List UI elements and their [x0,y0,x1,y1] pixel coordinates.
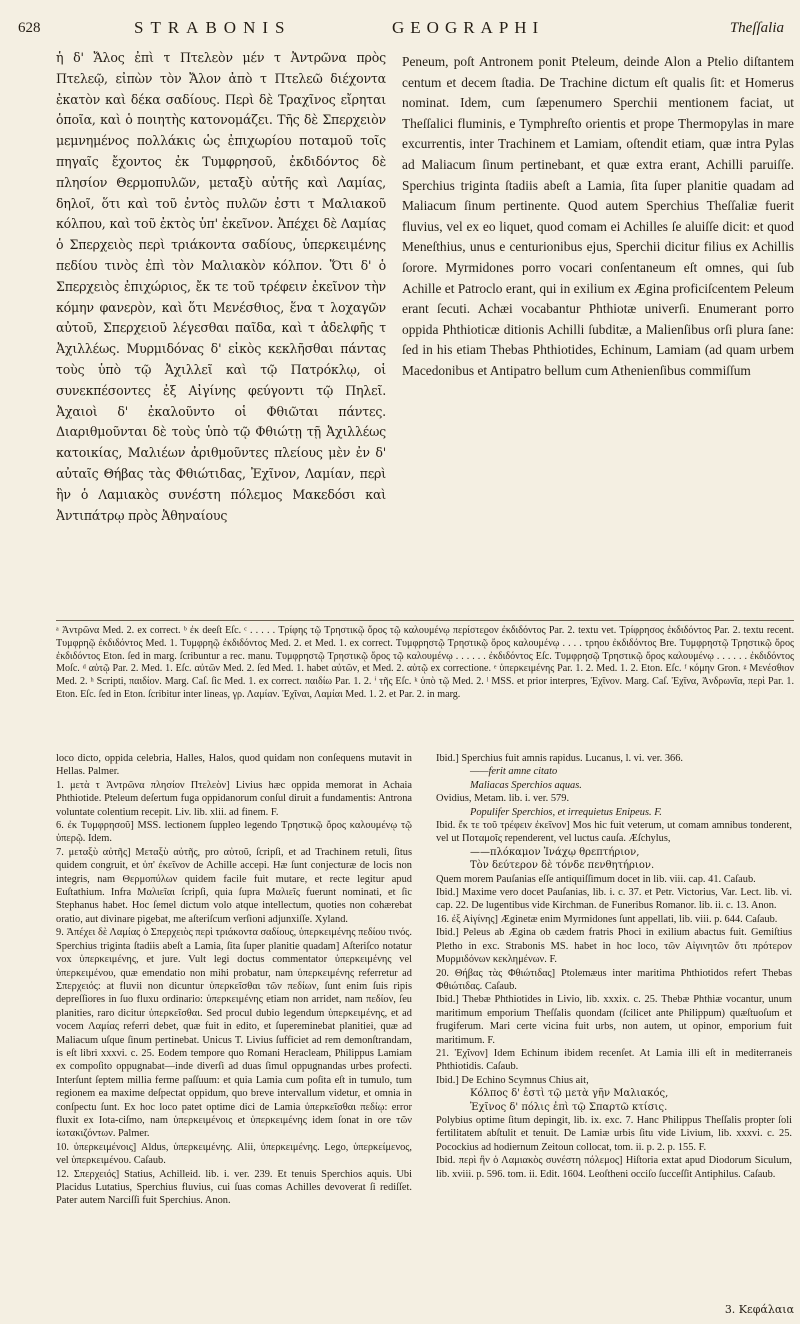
page-number: 628 [18,20,41,36]
commentary-note: 16. ἐξ Αἰγίνης] Æginetæ enim Myrmidones ſunt appellati, lib. viii. p. 644. Caſaub. [436,913,778,925]
quotation-line: Maliacas Sperchios aquas. [470,779,582,791]
commentary-note: loco dicto, oppida celebria, Halles, Halos, quod quidam non conſequens mutavit in Hellas. Palmer. [56,753,412,778]
commentary-note: 6. ἐκ Τυμφρησοῦ] MSS. lectionem ſuppleo legendo Τρηστικῷ ὄρος καλουμένῳ τῷ ὑπερῷ. Idem. [56,820,412,845]
commentary-right-column [436,752,792,1312]
greek-paragraph: ἡ δ' Ἄλος ἐπὶ τ Πτελεὸν μέν τ Ἀντρῶνα πρὸς Πτελεῷ, εἰπὼν τὸν Ἄλον ἀπὸ τ Πτελεῶ διέχοντα ἐκατὸν καὶ δέκα σαδίους. Περὶ δὲ Τραχῖνος εἴρηται ὁποῖα, καὶ ὁ ποιητὴς κατονομάζει. Τῆς δὲ Σπερχειὸν μεμνημένος πολλάκις ὡς ἐπιχωρίου ποταμοῦ τοῖς πηγαῖς ἔχοντος ἐκ Τυμφρησοῦ, ἐκδιδόντος δὲ πλησίον Θερμοπυλῶν, μεταξὺ αὐτῆς καὶ Λαμίας, δηλοῖ, ὅτι καὶ τοῦ ἐντὸς πυλῶν ἐστι τ Μαλιακοῦ κόλπου, καὶ τοῦ ἐκτὸς ὑπ' ἐκεῖνον. Ἀπέχει δὲ Λαμίας ὁ Σπερχειὸς περὶ τριάκοντα σαδίους, ὑπερκειμένης πεδίου τινὸς ἐπὶ τὸν Μαλιακὸν κόλπον. Ὅτι δ' ὁ Σπερχειὸς ἐπιχώριος, ἔκ τε τοῦ τρέφειν ἐκεῖνον τὴν κόμην φανερὸν, καὶ ὅτι Μενέσθιος, ἕνα τ λοχαγῶν αὐτοῦ, Σπερχειοῦ λέγεσθαι παῖδα, καὶ τ ἀδελφῆς τ Ἀχιλλέως. Μυρμιδόνας δ' εἰκὸς κεκλῆσθαι πάντας τοὺς ὑπὸ τῷ Ἀχιλλεῖ καὶ τῷ Πατρόκλῳ, οἱ συνεκπέσοντες ἐξ Αἰγίνης φεύγοντι τῷ Πηλεῖ. Ἀχαιοὶ δ' ἐκαλοῦντο οἱ Φθιῶται πάντες. Διαριθμοῦνται δὲ τοὺς ὑπὸ τῷ Φθιώτῃ τῇ Ἀχιλλέως κατοικίας, Μαλιέων ἀριθμοῦντες πλείους μὲν ἐν δ' αὐταῖς Θήβας τὰς Φθιώτιδας, Ἐχῖνον, Λαμίαν, περὶ ἣν ὁ Λαμιακὸς συνέστη πόλεμος Μακεδόσι καὶ Ἀντιπάτρῳ πρὸς Ἀθηναίους [56,50,386,523]
latin-translation-column [402,52,794,632]
commentary-note: Ibid. περὶ ἣν ὁ Λαμιακὸς συνέστη πόλεμος] Hiſtoria extat apud Diodorum Siculum, lib. xviii. p. 596. tom. ii. Edit. 1604. Leoſtheni occiſo ſucceſſit Antiphilus. Caſaub. [436,1155,792,1180]
running-title-right: GEOGRAPHI [392,18,545,37]
quotation-line: ——πλόκαμον Ἰνάχῳ θρεπτήριον, [470,846,640,858]
commentary-note: 7. μεταξὺ αὐτῆς] Μεταξὺ αὐτῆς, pro αὐτοῦ, ſcripſi, et ad Trachinem retuli, ſitus quidem congruit, et ὑπ' ἐκεῖνον de Achille accepi. Hæ ſunt conjecturæ de locis non integris, nam Θερμοπύλων quidem facile fuit mutare, et recte legitur apud Euſtathium. Infra Μαλιεῖαι ſcripſi, quia ſupra Μαλιεῖς fuerunt nominati, et ſic Stephanus habet. Hoc ſemel dictum volo atque intellectum, quoties non cohærebat oratio, aut divinare pigebat, me aſteriſcum verſioni adjunxiſſe. Xyland. [56,846,412,925]
commentary-note: 21. Ἐχῖνον] Idem Echinum ibidem recenſet. At Lamia illi eſt in mediterraneis Phthiotidis. Caſaub. [436,1047,792,1073]
commentary-note: Ibid.] Peleus ab Ægina ob cædem fratris Phoci in exilium abactus fuit. Gemiſtius Pletho in exc. Strabonis MS. habet in hoc loco, τῶν Αἰγινητῶν ὅτι πρότερον Μυρμιδόνων κεκλημένων. F. [436,927,792,966]
catchword: 3. Κεφάλαια [724,1303,794,1316]
variant-readings [56,620,794,751]
commentary-note: 1. μετὰ τ Ἀντρῶνα πλησίον Πτελεὸν] Livius hæc oppida memorat in Achaia Phthiotide. Pteleum deſertum fuga oppidanorum conſul diruit a fundamentis: Antrona voluntate colentium recepit. Liv. lib. xlii. ad finem. F. [56,779,412,818]
latin-paragraph: Peneum, poſt Antronem ponit Pteleum, deinde Alon a Ptelio diſtantem centum et decem ſtadia. De Trachine dictum eſt qualis ſit: et Homerus nominat. Idem, cum ſæpenumero Sperchii mentionem faciat, ut Theſſalici fluminis, e Tymphreſto orientis et prope Thermopylas in mare excurrentis, inter Trachinem et Lamiam, oſtendit etiam, quæ intra Pylas ad Maliacum ſinum pertinebant, et quæ extra erant, Achilli paruiſſe. Sperchius triginta ſtadiis abeſt a Lamia, ſita ſuper planitie quadam ad Maliacum ſinum pertinente. Quod autem Sperchius Theſſaliæ fuerit fluvius, vel ex eo liquet, quod comam ei Achilles ſe aluiſſe dicit: et quod Meneſthius, unus e centurionibus ejus, Sperchii dicitur filius ex Achillis ſorore. Myrmidones porro vocari conſentaneum eſt omnes, qui ſub Achille et Patroclo erant, qui in exilium ex Ægina proficiſcentem Peleum erant ſecuti. Achæi vocabantur Phthiotæ univerſi. Enumerant porro oppida Phthioticæ ditionis Achilli ſubditæ, a Malienſibus orſi plura ſane: ſed in his etiam Thebas Phthiotides, Echinum, Lamiam (ad quam urbem Macedonibus et Antipatro bellum cum Athenienſibus commiſſum [402,54,794,378]
commentary-note: 12. Σπερχειός] Statius, Achilleid. lib. i. ver. 239. Et tenuis Sperchios aquis. Ubi Placidus Lutatius, Sperchius fluvius, cui ſuas comas Achilles devoverat ſi rediſſet. Pater autem Narciſſi fuit Sperchius. Anon. [56,1168,412,1207]
quotation-line: Τὸν δεύτερον δὲ τόνδε πενθητήριον. [470,860,655,872]
quotation-line: ——ferit amne citato [470,766,558,778]
commentary-section [56,752,794,1312]
quotation-line: Populifer Sperchios, et irrequietus Enipeus. F. [470,806,662,818]
running-title-left: STRABONIS [134,18,292,37]
commentary-note: 20. Θήβας τὰς Φθιώτιδας] Ptolemæus inter maritima Phthiotidos refert Thebas Φθιώτιδας. Caſaub. [436,967,792,992]
commentary-note: Ovidius, Metam. lib. i. ver. 579. [436,793,570,805]
commentary-note: Quem morem Pauſanias eſſe antiquiſſimum docet in lib. viii. cap. 41. Caſaub. [436,873,756,885]
quotation-line: Ἐχῖνος δ' πόλις ἐπὶ τῷ Σπαρτῶ κτίσις. [470,1101,668,1113]
commentary-note: Ibid.] Thebæ Phthiotides in Livio, lib. xxxix. c. 25. Thebæ Phthiæ vocantur, unum maritimum emporium Theſſalis quondam (ſcilicet ante Philippum) quæſtuoſum et frugiferum. Mari certe vicina fuit urbs, non autem, ut opinor, emporium fuit maritimum. F. [436,994,792,1046]
commentary-note: 9. Ἀπέχει δὲ Λαμίας ὁ Σπερχειὸς περὶ τριάκοντα σαδίους, ὑπερκειμένης πεδίου τινός. Sperchius triginta ſtadiis abeſt a Lamia, ſita ſuper planitie quadam] Aſteriſco notatur vox ὑπερκειμένης, et jure. Vult legi doctus commentator ὑπερκειμένης vel ὑπερκειμένου, quæ emendatio non mihi probatur, nam ὑπερκειμένης referretur ad Σπερχειός: at fluvii non dicuntur ὑπερκεῖσθαι τῶν πεδίων, ſunt enim ſuis ripis depreſſiores in ſuo fluxu ordinario: ὑπερκειμένης etiam non arridet, nam πεδίον, ſeu planities, raro dicitur ὑπερκεῖσθαι. Sed procul dubio legendum ὑπερκειμένης, et ad vocem Λαμίας referri debet, quæ fuit in edito, et ſupereminebat planitiei, quæ ad Maliacum uſque ſinum pertinebat. Unicus T. Livius ſufficiet ad rem demonſtrandam, is eſt libri xxxvi. c. 25. Eodem tempore quo Romani Heracleam, Philippus Lamiam ex compoſito oppugnabat—inde diverſi ad duas ſimul oppugnandas urbes profecti. Interſunt ſeptem millia ferme paſſuum: et quia Lamia cum poſita eſt in tumulo, tum regionem ea maxime deſpectat oppidum, quo breve intervallum videtur, et omnia in conſpectu ſunt. Ex hoc loco patet optime dici de Lamia ὑπερκεῖσθαι πεδίῳ: error fluxit ex Iota-ciſmo, nam ὑπερκειμένοις et ὑπερκειμένης idem ſonat in ore τῶν ἰωτακιζόντων. Palmer. [56,927,412,1140]
running-header [18,12,784,48]
commentary-note: Ibid. ἔκ τε τοῦ τρέφειν ἐκεῖνον] Mos hic fuit veterum, ut comam amnibus tonderent, vel ut Ποταμοῖς rependerent, vel luctus cauſa. Æſchylus, [436,820,792,845]
commentary-note: Polybius optime ſitum depingit, lib. ix. exc. 7. Hanc Philippus Theſſalis propter ſoli fertilitatem abſtulit et tenuit. De Lamiæ urbis ſitu vide Livium, lib. xxxvi. c. 25. Pocockius ad hodiernum Zeitoun collocat, tom. ii. p. 2. p. 155. F. [436,1114,792,1153]
commentary-note: Ibid.] Sperchius fuit amnis rapidus. Lucanus, l. vi. ver. 366. [436,753,684,764]
commentary-note: Ibid.] De Echino Scymnus Chius ait, [436,1074,589,1086]
quotation-line: Κόλπος δ' ἐστὶ τῷ μετὰ γῆν Μαλιακός, [470,1088,669,1100]
section-title: Theſſalia [729,20,784,36]
greek-text-column [56,48,386,632]
commentary-note: Ibid.] Maxime vero docet Pauſanias, lib. i. c. 37. et Petr. Victorius, Var. Lect. lib. vi. cap. 22. De lugentibus vide Kirchman. de Funeribus Romanor. lib. ii. c. 13. Anon. [436,887,792,912]
commentary-note: 10. ὑπερκειμένοις] Aldus, ὑπερκειμένης. Alii, ὑπερκειμένης. Lego, ὑπερκείμενος, vel ὑπερκειμένου. Caſaub. [56,1141,412,1167]
commentary-left-column [56,752,412,1312]
variant-notes-text: ᵃ Ἀντρῶνα Med. 2. ex correct. ᵇ ἐκ deeſt Eſc. ᶜ . . . . . Τρίφης τῷ Τρηστικῷ ὄρος τῷ καλουμένῳ περίστεϱον ἐκδιδόντος Par. 2. textu vet. Τρίφρησος ἐκδιδόντος Par. 2. textu recent. Τυμφρηῷ ἐκδιδόντος Med. 1. Τυμφρηῷ ἐκδιδόντος Med. 2. et Med. 1. ex correct. Τυμφρηστῷ Τρηστικῷ ὄρος καλουμένῳ . . . . τρηου ἐκδιδόντος Bre. Τυμφρηστῷ Τρηστικῷ ὄρος ἐκδιδόντος Eton. ſed in marg. ſcribuntur a rec. manu. Τυμφρηστῷ Τρηστικῷ ὄρος τῷ καλουμένῳ . . . . . . ἐκδιδόντος Eſc. Τυμφρησῷ Τρηστικῷ ὄρος καλουμένῳ . . . . . . ἐκδιδόντος Moſc. ᵈ αὐτῷ Par. 2. Med. 1. Eſc. αὐτῶν Med. 2. ſed Med. 1. habet αὐτῶν, et Med. 2. αὐτῷ ex correctione. ᵉ ὑπερκειμένης Par. 1. 2. Med. 1. 2. Eton. Eſc. ᶠ κόμην Gron. ᵍ Μενέσθιον Med. 2. ʰ Scripti, παιδίον. Marg. Caſ. ſic Med. 1. ex correct. παιδίω Par. 1. 2. ⁱ τῆς Eſc. ᵏ ὑπὸ τῷ Med. 2. ˡ MSS. et prior interpres, Ἐχῖνον. Marg. Caſ. Ἐχῖνα, Ἀνδρωνῖα, περὶ Par. 1. Eton. Eſc. ſed in Eton. ſcribitur inter lineas, γρ. Λαμίαν. Ἐχῖναι, Λαμίαι Med. 1. 2. et Par. 2. in marg. [56,625,794,700]
